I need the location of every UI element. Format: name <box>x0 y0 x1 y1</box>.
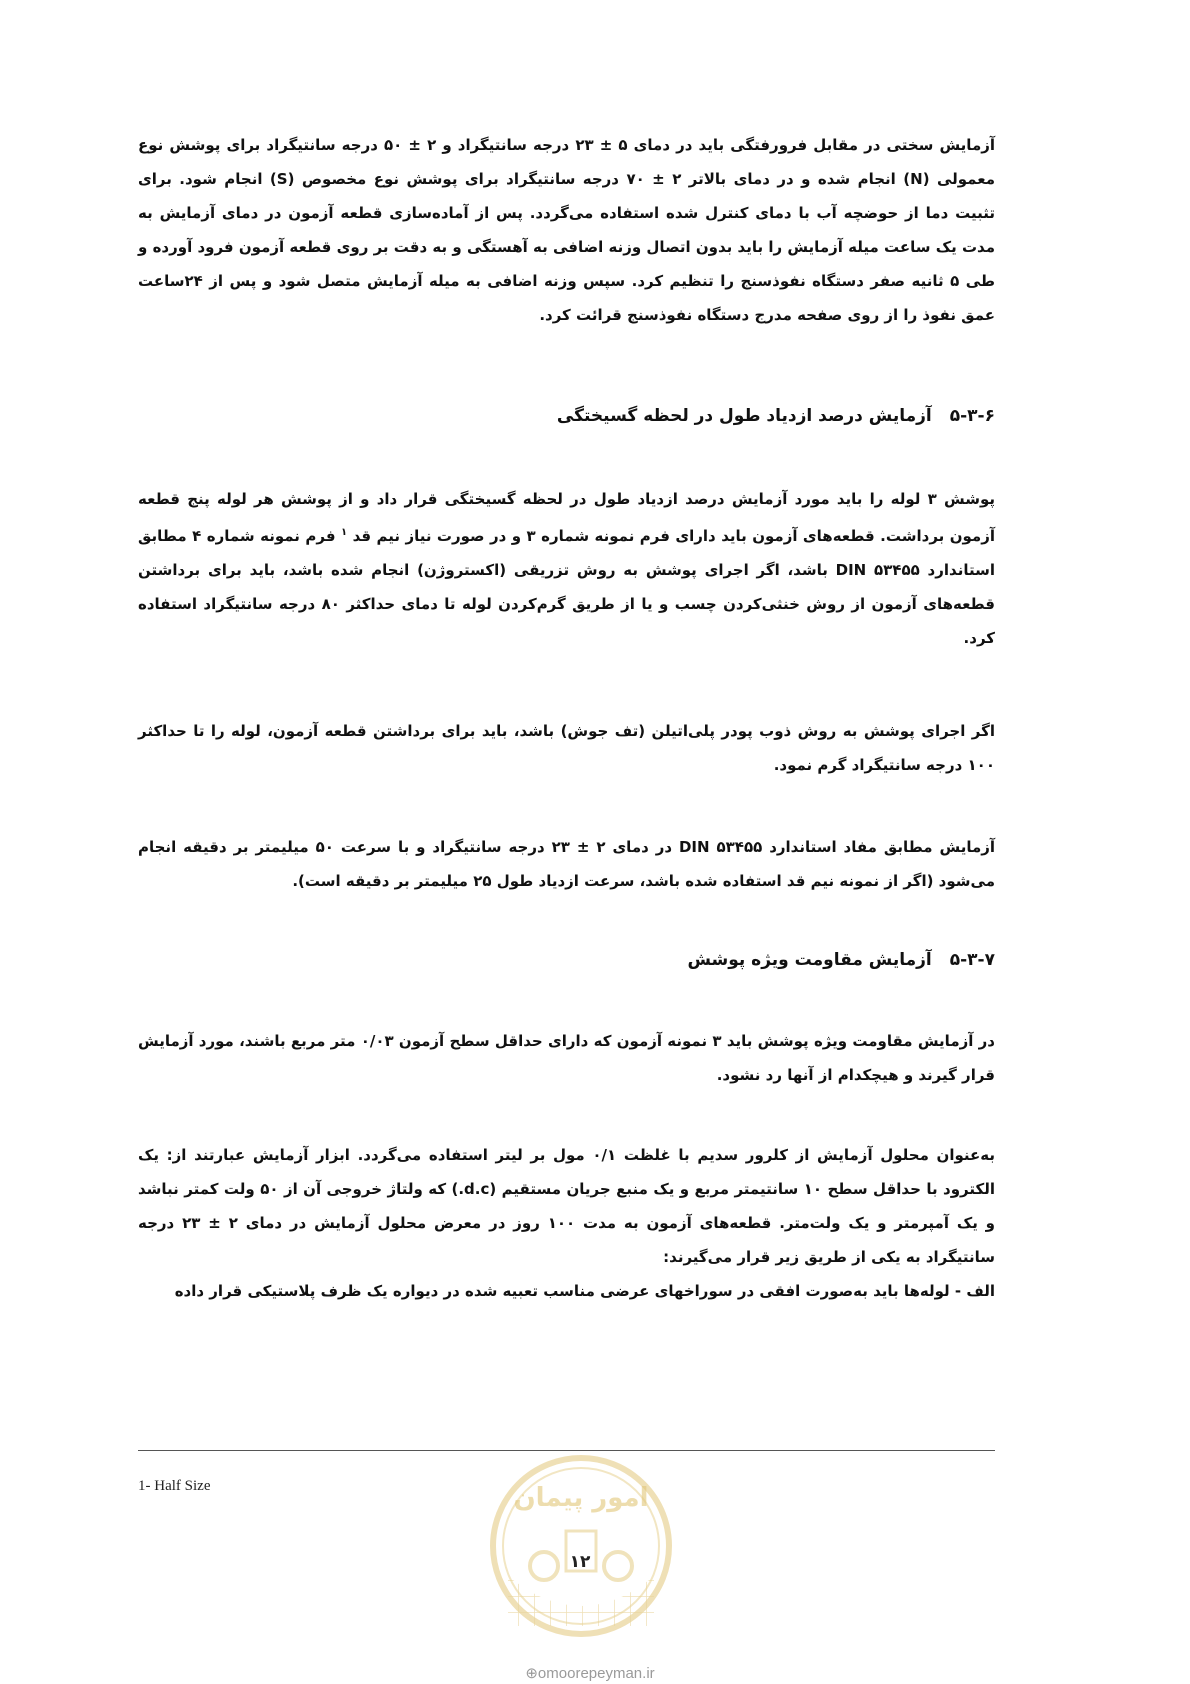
footnote-marker: ۱ <box>341 527 348 538</box>
section-number: ۵-۳-۶ <box>949 406 995 426</box>
section-title: آزمایش درصد ازدیاد طول در لحظه گسیختگی <box>556 406 932 426</box>
section-title: آزمایش مقاومت ویژه پوشش <box>687 950 932 970</box>
globe-icon: ⊕ <box>525 1665 538 1682</box>
paragraph-sintering: اگر اجرای پوشش به روش ذوب پودر پلی‌اتیلن (تف جوش) باشد، باید برای برداشتن قطعه آزمون، لوله را تا حداکثر ۱۰۰ درجه سانتیگراد گرم نمود. <box>138 722 995 774</box>
section-heading-elongation <box>138 406 995 426</box>
watermark-logo <box>486 1436 676 1666</box>
paragraph-din-test: آزمایش مطابق مفاد استاندارد DIN ۵۳۴۵۵ در دمای ۲ ± ۲۳ درجه سانتیگراد و با سرعت ۵۰ میلیمتر بر دقیقه انجام می‌شود (اگر از نمونه نیم قد استفاده شده باشد، سرعت ازدیاد طول ۲۵ میلیمتر بر دقیقه است). <box>138 838 996 890</box>
paragraph-resistivity-specimens: در آزمایش مقاومت ویژه پوشش باید ۳ نمونه آزمون که دارای حداقل سطح آزمون ۰/۰۳ متر مربع باشند، مورد آزمایش قرار گیرند و هیچکدام از آنها رد نشود. <box>138 1032 995 1084</box>
paragraph-test-solution: به‌عنوان محلول آزمایش از کلرور سدیم با غلظت ۰/۱ مول بر لیتر استفاده می‌گردد. ابزار آزمایش عبارتند از: یک الکترود با حداقل سطح ۱۰ سانتیمتر مربع و یک منبع جریان مستقیم (d.c.) که ولتاژ خروجی آن از ۵۰ ولت کمتر نباشد و یک آمپرمتر و یک ولت‌متر. قطعه‌های آزمون به مدت ۱۰۰ روز در معرض محلول آزمایش در دمای ۲ ± ۲۳ درجه سانتیگراد به یکی از طریق زیر قرار می‌گیرند: الف - لوله‌ها باید به‌صورت افقی در سوراخهای عرضی مناسب تعبیه شده در دیواره یک ظرف پلاستیکی قرار داده <box>138 1146 996 1300</box>
paragraph-elongation-specimens: پوشش ۳ لوله را باید مورد آزمایش درصد ازدیاد طول در لحظه گسیختگی قرار داد و از پوشش هر لوله پنج قطعه آزمون برداشت. قطعه‌های آزمون باید دارای فرم نمونه شماره ۳ و در صورت نیاز نیم قد $^۱$ فرم نمونه شماره ۴ مطابق استاندارد DIN ۵۳۴۵۵ باشد، اگر اجرای پوشش به روش تزریقی (اکستروژن) انجام شده باشد، باید برای برداشتن قطعه‌های آزمون از روش خنثی‌کردن چسب و یا از طریق گرم‌کردن لوله تا دمای حداکثر ۸۰ درجه سانتیگراد استفاده کرد. <box>138 490 995 647</box>
footnote: 1- Half Size <box>138 1478 211 1494</box>
page-number: ۱۲ <box>569 1552 591 1572</box>
paragraph-hardness-test: آزمایش سختی در مقابل فرورفتگی باید در دمای ۵ ± ۲۳ درجه سانتیگراد و ۲ ± ۵۰ درجه سانتیگراد برای پوشش نوع معمولی (N) انجام شده و در دمای بالاتر ۲ ± ۷۰ درجه سانتیگراد برای پوشش نوع مخصوص (S) انجام شود. برای تثبیت دما از حوضچه آب با دمای کنترل شده استفاده می‌گردد. پس از آماده‌سازی قطعه آزمون در دمای آزمایش به مدت یک ساعت میله آزمایش را باید بدون اتصال وزنه اضافی به آهستگی و به دقت بر روی قطعه آزمون فرود آورده و طی ۵ ثانیه صفر دستگاه نفوذسنج را تنظیم کرد. سپس وزنه اضافی به میله آزمایش متصل شود و پس از ۲۴ساعت عمق نفوذ را از روی صفحه مدرج دستگاه نفوذسنج قرائت کرد. <box>138 136 996 324</box>
section-number: ۵-۳-۷ <box>949 950 995 970</box>
section-heading-resistivity <box>138 950 995 970</box>
watermark-logo-text: امور پیمان <box>513 1483 649 1513</box>
watermark-url: ⊕omoorepeyman.ir <box>525 1665 655 1682</box>
